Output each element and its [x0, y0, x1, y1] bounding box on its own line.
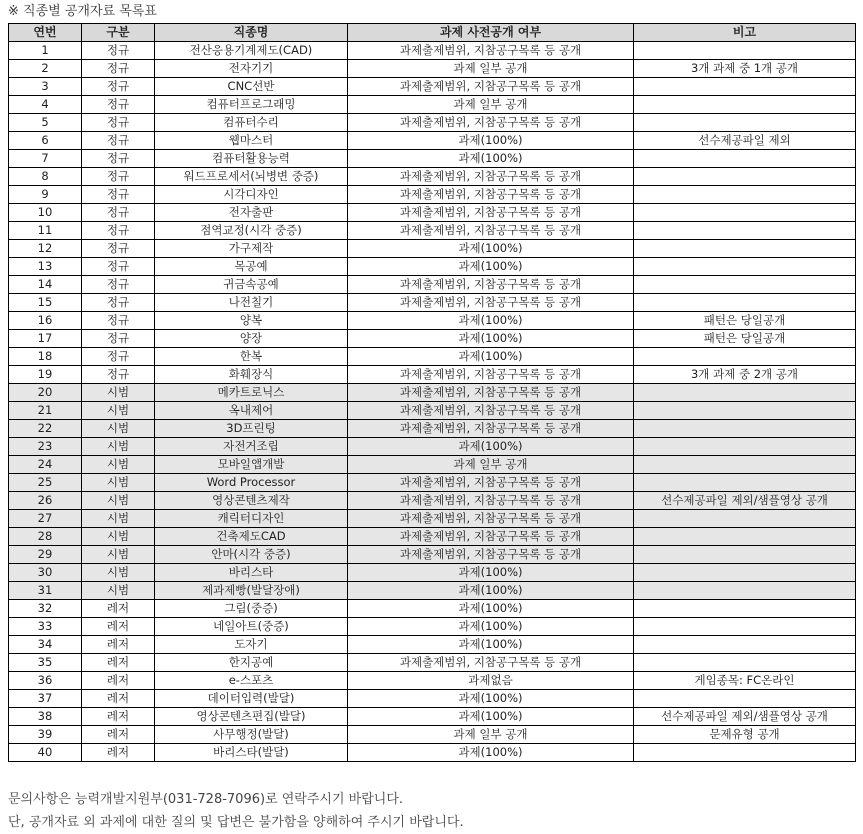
cell-disclosure: 과제(100%)	[348, 582, 634, 600]
cell-number: 37	[9, 690, 82, 708]
cell-remarks	[634, 96, 856, 114]
table-row	[9, 366, 856, 384]
table-row	[9, 114, 856, 132]
cell-disclosure: 과제출제범위, 지참공구목록 등 공개	[348, 114, 634, 132]
cell-category: 시범	[82, 528, 155, 546]
cell-number: 16	[9, 312, 82, 330]
table-row	[9, 744, 856, 762]
table-row	[9, 348, 856, 366]
footer-disclaimer-line: 단, 공개자료 외 과제에 대한 질의 및 답변은 불가함을 양해하여 주시기 바랍니다.	[8, 815, 464, 830]
cell-category: 정규	[82, 78, 155, 96]
header-number: 연번	[9, 24, 82, 42]
header-category: 구분	[82, 24, 155, 42]
cell-disclosure: 과제출제범위, 지참공구목록 등 공개	[348, 78, 634, 96]
cell-number: 5	[9, 114, 82, 132]
cell-job-name: 점역교정(시각 중증)	[155, 222, 348, 240]
cell-category: 정규	[82, 312, 155, 330]
table-row	[9, 474, 856, 492]
cell-remarks	[634, 636, 856, 654]
table-row	[9, 420, 856, 438]
cell-job-name: 캐릭터디자인	[155, 510, 348, 528]
table-body	[9, 42, 856, 762]
cell-number: 9	[9, 186, 82, 204]
cell-disclosure: 과제출제범위, 지참공구목록 등 공개	[348, 276, 634, 294]
cell-disclosure: 과제(100%)	[348, 240, 634, 258]
table-row	[9, 78, 856, 96]
cell-job-name: 가구제작	[155, 240, 348, 258]
table-row	[9, 132, 856, 150]
cell-number: 20	[9, 384, 82, 402]
cell-category: 정규	[82, 366, 155, 384]
cell-number: 6	[9, 132, 82, 150]
cell-disclosure: 과제출제범위, 지참공구목록 등 공개	[348, 474, 634, 492]
cell-job-name: 그림(중증)	[155, 600, 348, 618]
cell-number: 17	[9, 330, 82, 348]
cell-job-name: 귀금속공예	[155, 276, 348, 294]
cell-remarks	[634, 114, 856, 132]
table-row	[9, 294, 856, 312]
cell-remarks	[634, 528, 856, 546]
table-row	[9, 546, 856, 564]
cell-job-name: 3D프린팅	[155, 420, 348, 438]
cell-job-name: 옥내제어	[155, 402, 348, 420]
cell-number: 34	[9, 636, 82, 654]
table-row	[9, 582, 856, 600]
cell-job-name: 건축제도CAD	[155, 528, 348, 546]
cell-disclosure: 과제출제범위, 지참공구목록 등 공개	[348, 222, 634, 240]
cell-job-name: Word Processor	[155, 474, 348, 492]
cell-disclosure: 과제(100%)	[348, 258, 634, 276]
cell-number: 19	[9, 366, 82, 384]
cell-disclosure: 과제 일부 공개	[348, 96, 634, 114]
cell-remarks	[634, 168, 856, 186]
cell-remarks: 3개 과제 중 2개 공개	[634, 366, 856, 384]
header-remarks: 비고	[634, 24, 856, 42]
cell-remarks	[634, 240, 856, 258]
cell-category: 정규	[82, 240, 155, 258]
cell-category: 시범	[82, 438, 155, 456]
cell-category: 시범	[82, 582, 155, 600]
table-row	[9, 726, 856, 744]
cell-category: 정규	[82, 114, 155, 132]
table-row	[9, 240, 856, 258]
cell-remarks	[634, 150, 856, 168]
cell-job-name: 워드프로세서(뇌병변 중증)	[155, 168, 348, 186]
cell-remarks: 선수제공파일 제외	[634, 132, 856, 150]
cell-category: 정규	[82, 186, 155, 204]
cell-remarks	[634, 276, 856, 294]
cell-job-name: 안마(시각 중증)	[155, 546, 348, 564]
cell-category: 시범	[82, 492, 155, 510]
cell-remarks: 게임종목: FC온라인	[634, 672, 856, 690]
table-row	[9, 492, 856, 510]
cell-disclosure: 과제(100%)	[348, 132, 634, 150]
cell-number: 24	[9, 456, 82, 474]
cell-number: 28	[9, 528, 82, 546]
cell-disclosure: 과제 일부 공개	[348, 60, 634, 78]
cell-disclosure: 과제없음	[348, 672, 634, 690]
cell-category: 레저	[82, 618, 155, 636]
cell-disclosure: 과제(100%)	[348, 690, 634, 708]
cell-number: 1	[9, 42, 82, 60]
cell-number: 15	[9, 294, 82, 312]
cell-category: 정규	[82, 132, 155, 150]
cell-disclosure: 과제(100%)	[348, 330, 634, 348]
cell-job-name: 영상콘텐츠편집(발달)	[155, 708, 348, 726]
header-disclosure: 과제 사전공개 여부	[348, 24, 634, 42]
cell-number: 40	[9, 744, 82, 762]
table-row	[9, 564, 856, 582]
cell-number: 3	[9, 78, 82, 96]
cell-disclosure: 과제(100%)	[348, 600, 634, 618]
table-row	[9, 222, 856, 240]
cell-remarks: 패턴은 당일공개	[634, 312, 856, 330]
cell-job-name: 전산응용기계제도(CAD)	[155, 42, 348, 60]
cell-job-name: 컴퓨터프로그래밍	[155, 96, 348, 114]
table-row	[9, 672, 856, 690]
cell-remarks	[634, 420, 856, 438]
cell-disclosure: 과제(100%)	[348, 618, 634, 636]
cell-number: 33	[9, 618, 82, 636]
cell-remarks	[634, 204, 856, 222]
cell-disclosure: 과제(100%)	[348, 150, 634, 168]
cell-remarks	[634, 42, 856, 60]
cell-remarks	[634, 618, 856, 636]
cell-number: 32	[9, 600, 82, 618]
table-row	[9, 258, 856, 276]
table-row	[9, 330, 856, 348]
cell-remarks	[634, 384, 856, 402]
cell-remarks	[634, 186, 856, 204]
cell-remarks	[634, 456, 856, 474]
cell-remarks	[634, 600, 856, 618]
footer-contact-line: 문의사항은 능력개발지원부(031-728-7096)로 연락주시기 바랍니다.	[8, 792, 404, 807]
cell-disclosure: 과제출제범위, 지참공구목록 등 공개	[348, 42, 634, 60]
cell-category: 정규	[82, 222, 155, 240]
cell-job-name: 바리스타	[155, 564, 348, 582]
cell-disclosure: 과제(100%)	[348, 708, 634, 726]
cell-disclosure: 과제 일부 공개	[348, 726, 634, 744]
cell-category: 레저	[82, 744, 155, 762]
table-row	[9, 528, 856, 546]
table-header-row	[9, 24, 856, 42]
footer-notice	[8, 788, 464, 834]
cell-remarks	[634, 294, 856, 312]
cell-category: 정규	[82, 258, 155, 276]
cell-disclosure: 과제(100%)	[348, 348, 634, 366]
table-row	[9, 510, 856, 528]
cell-remarks: 3개 과제 중 1개 공개	[634, 60, 856, 78]
cell-number: 14	[9, 276, 82, 294]
table-row	[9, 708, 856, 726]
cell-disclosure: 과제(100%)	[348, 438, 634, 456]
table-row	[9, 42, 856, 60]
cell-category: 정규	[82, 276, 155, 294]
cell-remarks	[634, 744, 856, 762]
cell-disclosure: 과제출제범위, 지참공구목록 등 공개	[348, 384, 634, 402]
cell-remarks: 선수제공파일 제외/샘플영상 공개	[634, 492, 856, 510]
cell-remarks	[634, 78, 856, 96]
table-row	[9, 690, 856, 708]
cell-number: 36	[9, 672, 82, 690]
cell-remarks	[634, 654, 856, 672]
cell-disclosure: 과제출제범위, 지참공구목록 등 공개	[348, 546, 634, 564]
cell-disclosure: 과제출제범위, 지참공구목록 등 공개	[348, 204, 634, 222]
cell-job-name: 웹마스터	[155, 132, 348, 150]
cell-job-name: 화훼장식	[155, 366, 348, 384]
cell-category: 레저	[82, 654, 155, 672]
cell-number: 12	[9, 240, 82, 258]
cell-disclosure: 과제출제범위, 지참공구목록 등 공개	[348, 402, 634, 420]
header-job-name: 직종명	[155, 24, 348, 42]
table-row	[9, 456, 856, 474]
cell-category: 시범	[82, 420, 155, 438]
cell-category: 정규	[82, 42, 155, 60]
cell-number: 26	[9, 492, 82, 510]
cell-remarks	[634, 690, 856, 708]
table-row	[9, 600, 856, 618]
cell-category: 정규	[82, 348, 155, 366]
cell-category: 레저	[82, 690, 155, 708]
cell-category: 정규	[82, 294, 155, 312]
cell-disclosure: 과제출제범위, 지참공구목록 등 공개	[348, 492, 634, 510]
cell-disclosure: 과제출제범위, 지참공구목록 등 공개	[348, 294, 634, 312]
cell-number: 27	[9, 510, 82, 528]
cell-job-name: 사무행정(발달)	[155, 726, 348, 744]
cell-job-name: 제과제빵(발달장애)	[155, 582, 348, 600]
cell-number: 4	[9, 96, 82, 114]
cell-job-name: 시각디자인	[155, 186, 348, 204]
public-materials-table	[8, 23, 856, 762]
cell-number: 38	[9, 708, 82, 726]
cell-job-name: 네일아트(중증)	[155, 618, 348, 636]
cell-disclosure: 과제출제범위, 지참공구목록 등 공개	[348, 420, 634, 438]
table-row	[9, 168, 856, 186]
cell-category: 시범	[82, 474, 155, 492]
cell-category: 레저	[82, 708, 155, 726]
cell-category: 레저	[82, 672, 155, 690]
cell-remarks: 문제유형 공개	[634, 726, 856, 744]
cell-number: 29	[9, 546, 82, 564]
cell-category: 시범	[82, 546, 155, 564]
cell-job-name: 바리스타(발달)	[155, 744, 348, 762]
cell-job-name: 데이터입력(발달)	[155, 690, 348, 708]
cell-remarks: 선수제공파일 제외/샘플영상 공개	[634, 708, 856, 726]
cell-category: 정규	[82, 204, 155, 222]
cell-job-name: 컴퓨터수리	[155, 114, 348, 132]
cell-remarks	[634, 438, 856, 456]
cell-remarks	[634, 582, 856, 600]
cell-number: 25	[9, 474, 82, 492]
table-row	[9, 618, 856, 636]
cell-job-name: 한지공예	[155, 654, 348, 672]
cell-category: 레저	[82, 600, 155, 618]
table-row	[9, 276, 856, 294]
cell-number: 23	[9, 438, 82, 456]
cell-disclosure: 과제(100%)	[348, 312, 634, 330]
cell-number: 10	[9, 204, 82, 222]
cell-job-name: 전자출판	[155, 204, 348, 222]
cell-number: 8	[9, 168, 82, 186]
cell-disclosure: 과제출제범위, 지참공구목록 등 공개	[348, 168, 634, 186]
cell-job-name: CNC선반	[155, 78, 348, 96]
cell-category: 시범	[82, 384, 155, 402]
cell-job-name: 영상콘텐츠제작	[155, 492, 348, 510]
cell-number: 21	[9, 402, 82, 420]
cell-category: 시범	[82, 456, 155, 474]
cell-disclosure: 과제출제범위, 지참공구목록 등 공개	[348, 366, 634, 384]
cell-number: 13	[9, 258, 82, 276]
table-row	[9, 186, 856, 204]
cell-disclosure: 과제출제범위, 지참공구목록 등 공개	[348, 654, 634, 672]
cell-number: 11	[9, 222, 82, 240]
cell-job-name: 메카트로닉스	[155, 384, 348, 402]
cell-number: 31	[9, 582, 82, 600]
cell-remarks: 패턴은 당일공개	[634, 330, 856, 348]
cell-category: 레저	[82, 636, 155, 654]
cell-job-name: 컴퓨터활용능력	[155, 150, 348, 168]
cell-category: 정규	[82, 330, 155, 348]
cell-number: 2	[9, 60, 82, 78]
cell-job-name: 나전칠기	[155, 294, 348, 312]
cell-number: 30	[9, 564, 82, 582]
cell-remarks	[634, 258, 856, 276]
cell-job-name: 한복	[155, 348, 348, 366]
table-row	[9, 654, 856, 672]
cell-category: 정규	[82, 96, 155, 114]
cell-remarks	[634, 510, 856, 528]
table-caption: ※ 직종별 공개자료 목록표	[8, 4, 157, 19]
table-row	[9, 384, 856, 402]
table-row	[9, 312, 856, 330]
table-row	[9, 438, 856, 456]
cell-disclosure: 과제(100%)	[348, 564, 634, 582]
cell-job-name: 양복	[155, 312, 348, 330]
cell-remarks	[634, 222, 856, 240]
cell-category: 시범	[82, 510, 155, 528]
cell-number: 35	[9, 654, 82, 672]
cell-job-name: 전자기기	[155, 60, 348, 78]
cell-remarks	[634, 474, 856, 492]
cell-disclosure: 과제출제범위, 지참공구목록 등 공개	[348, 528, 634, 546]
cell-job-name: e-스포츠	[155, 672, 348, 690]
cell-number: 39	[9, 726, 82, 744]
cell-number: 22	[9, 420, 82, 438]
cell-job-name: 목공예	[155, 258, 348, 276]
cell-remarks	[634, 564, 856, 582]
cell-category: 정규	[82, 150, 155, 168]
cell-disclosure: 과제(100%)	[348, 636, 634, 654]
cell-remarks	[634, 348, 856, 366]
cell-category: 정규	[82, 168, 155, 186]
table-row	[9, 204, 856, 222]
table-row	[9, 402, 856, 420]
cell-remarks	[634, 546, 856, 564]
cell-job-name: 자전거조립	[155, 438, 348, 456]
cell-disclosure: 과제(100%)	[348, 744, 634, 762]
cell-job-name: 모바일앱개발	[155, 456, 348, 474]
cell-category: 정규	[82, 60, 155, 78]
cell-job-name: 양장	[155, 330, 348, 348]
cell-disclosure: 과제출제범위, 지참공구목록 등 공개	[348, 510, 634, 528]
cell-number: 7	[9, 150, 82, 168]
cell-category: 시범	[82, 402, 155, 420]
cell-remarks	[634, 402, 856, 420]
table-row	[9, 150, 856, 168]
cell-disclosure: 과제출제범위, 지참공구목록 등 공개	[348, 186, 634, 204]
table-row	[9, 60, 856, 78]
cell-category: 시범	[82, 564, 155, 582]
table-row	[9, 636, 856, 654]
table-row	[9, 96, 856, 114]
cell-disclosure: 과제 일부 공개	[348, 456, 634, 474]
cell-number: 18	[9, 348, 82, 366]
cell-category: 레저	[82, 726, 155, 744]
cell-job-name: 도자기	[155, 636, 348, 654]
